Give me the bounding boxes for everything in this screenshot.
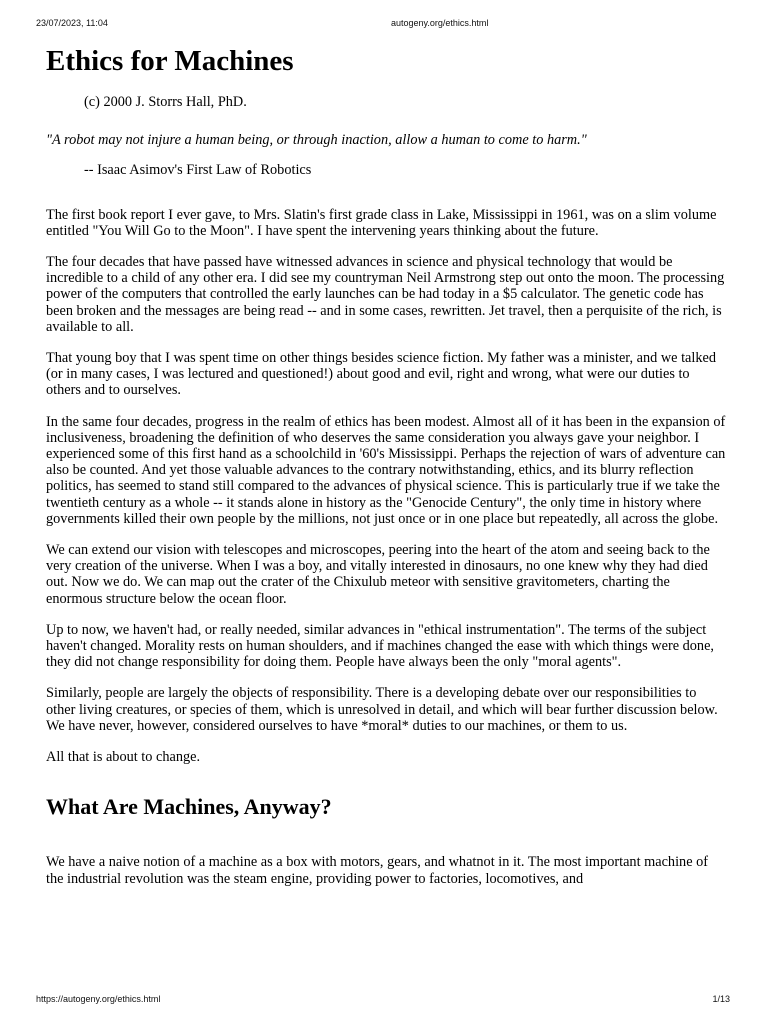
paragraph: The first book report I ever gave, to Mrs. Slatin's first grade class in Lake, Mississippi in 1961, was on a slim volume entitled "You Will Go to the Moon". I have spent the intervening years thinking about the future. [46,206,717,239]
paragraph: We have a naive notion of a machine as a box with motors, gears, and whatnot in it. The most important machine of the industrial revolution was the steam engine, providing power to factories, locomotives, and [46,854,709,887]
paragraph: Up to now, we haven't had, or really needed, similar advances in "ethical instrumentation". The terms of the subject haven't changed. Morality rests on human shoulders, and if machines changed the ease with which things were done, they did not change responsibility for doing them. People have always been the only "moral agents". [46,621,714,671]
paragraph: All that is about to change. [46,749,201,766]
paragraph: Similarly, people are largely the objects of responsibility. There is a developing debate over our responsibilities to other living creatures, or species of them, which is unresolved in detail, and which will bear further discussion below. We have never, however, considered ourselves to have *moral* duties to our machines, or them to us. [46,685,718,734]
epigraph-attribution: -- Isaac Asimov's First Law of Robotics [84,162,312,179]
page-number: 1/13 [712,994,730,1004]
article [46,40,726,887]
epigraph-quote: "A robot may not injure a human being, or through inaction, allow a human to come to harm." [46,132,587,149]
paragraph: In the same four decades, progress in the realm of ethics has been modest. Almost all of it has been in the expansion of inclusiveness, broadening the definition of who deserves the same consideration you always gave your neighbor. I experienced some of this first hand as a schoolchild in '60's Mississippi. Perhaps the rejection of wars of adventure can also be counted. And yet those valuable advances to the contrary notwithstanding, ethics, and its blurry reflection politics, has seemed to stand still compared to the advances of physical science. This is particularly true if we take the twentieth century as a whole -- it stands alone in history as the "Genocide Century", the only time in history where governments killed their own people by the millions, not just once or in one place but repeatedly, all across the globe. [46,413,726,527]
paragraph: We can extend our vision with telescopes and microscopes, peering into the heart of the atom and seeing back to the very creation of the universe. When I was a boy, and vitally interested in dinosaurs, no one knew why they had died out. Now we do. We can map out the crater of the Chixulub meteor with sensitive gravitometers, charting the enormous structure below the ocean floor. [46,542,710,607]
paragraph: The four decades that have passed have witnessed advances in science and physical technology that would be incredible to a child of any other era. I did see my countryman Neil Armstrong step out onto the moon. The processing power of the computers that controlled the early launches can be had today in a $5 calculator. The genetic code has been broken and the messages are being read -- and in some cases, rewritten. Jet travel, then a perquisite of the rich, is available to all. [46,254,725,335]
print-page-url: autogeny.org/ethics.html [391,18,489,28]
byline: (c) 2000 J. Storrs Hall, PhD. [84,94,247,110]
section-heading: What Are Machines, Anyway? [46,794,332,820]
page-title: Ethics for Machines [46,45,294,77]
paragraph: That young boy that I was spent time on other things besides science fiction. My father was a minister, and we talked (or in many cases, I was lectured and questioned!) about good and evil, right and wrong, what were our duties to others and to ourselves. [46,350,717,399]
print-footer-url: https://autogeny.org/ethics.html [36,994,161,1004]
print-datetime: 23/07/2023, 11:04 [36,18,108,28]
